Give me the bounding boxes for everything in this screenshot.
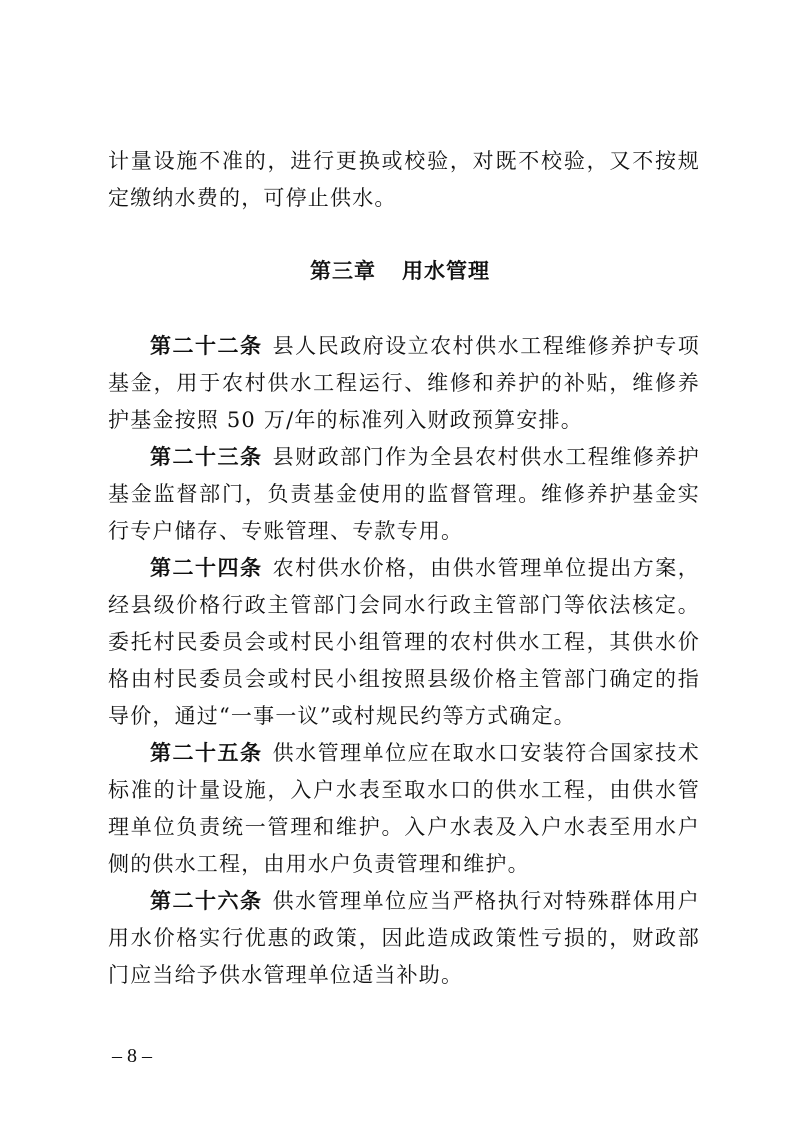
article-22 xyxy=(108,328,700,439)
article-text: 县人民政府设立农村供水工程维修养护专项基金，用于农村供水工程运行、维修和养护的补贴，维修养护基金按照 50 万/年的标准列入财政预算安排。 xyxy=(108,334,700,432)
page-number: – 8 – xyxy=(112,1045,152,1067)
article-label: 第二十六条 xyxy=(150,889,263,913)
article-25 xyxy=(108,735,700,883)
article-list xyxy=(108,328,700,994)
chapter-heading xyxy=(0,255,800,285)
article-label: 第二十二条 xyxy=(150,334,263,358)
chapter-number: 第三章 xyxy=(310,259,376,283)
article-text: 农村供水价格，由供水管理单位提出方案，经县级价格行政主管部门会同水行政主管部门等依法核定。委托村民委员会或村民小组管理的农村供水工程，其供水价格由村民委员会或村民小组按照县级价格主管部门确定的指导价，通过“一事一议”或村规民约等方式确定。 xyxy=(108,556,700,728)
article-26 xyxy=(108,883,700,994)
article-label: 第二十三条 xyxy=(150,445,263,469)
continued-paragraph-text: 计量设施不准的，进行更换或校验，对既不校验，又不按规定缴纳水费的，可停止供水。 xyxy=(108,149,700,210)
continued-paragraph xyxy=(108,143,700,217)
article-label: 第二十五条 xyxy=(150,741,263,765)
article-text: 县财政部门作为全县农村供水工程维修养护基金监督部门，负责基金使用的监督管理。维修养护基金实行专户储存、专账管理、专款专用。 xyxy=(108,445,700,543)
article-label: 第二十四条 xyxy=(150,556,263,580)
chapter-title: 用水管理 xyxy=(402,259,490,283)
article-text: 供水管理单位应当严格执行对特殊群体用户用水价格实行优惠的政策，因此造成政策性亏损的，财政部门应当给予供水管理单位适当补助。 xyxy=(108,889,700,987)
article-23 xyxy=(108,439,700,550)
article-text: 供水管理单位应在取水口安装符合国家技术标准的计量设施，入户水表至取水口的供水工程，由供水管理单位负责统一管理和维护。入户水表及入户水表至用水户侧的供水工程，由用水户负责管理和维护。 xyxy=(108,741,700,876)
article-24 xyxy=(108,550,700,735)
